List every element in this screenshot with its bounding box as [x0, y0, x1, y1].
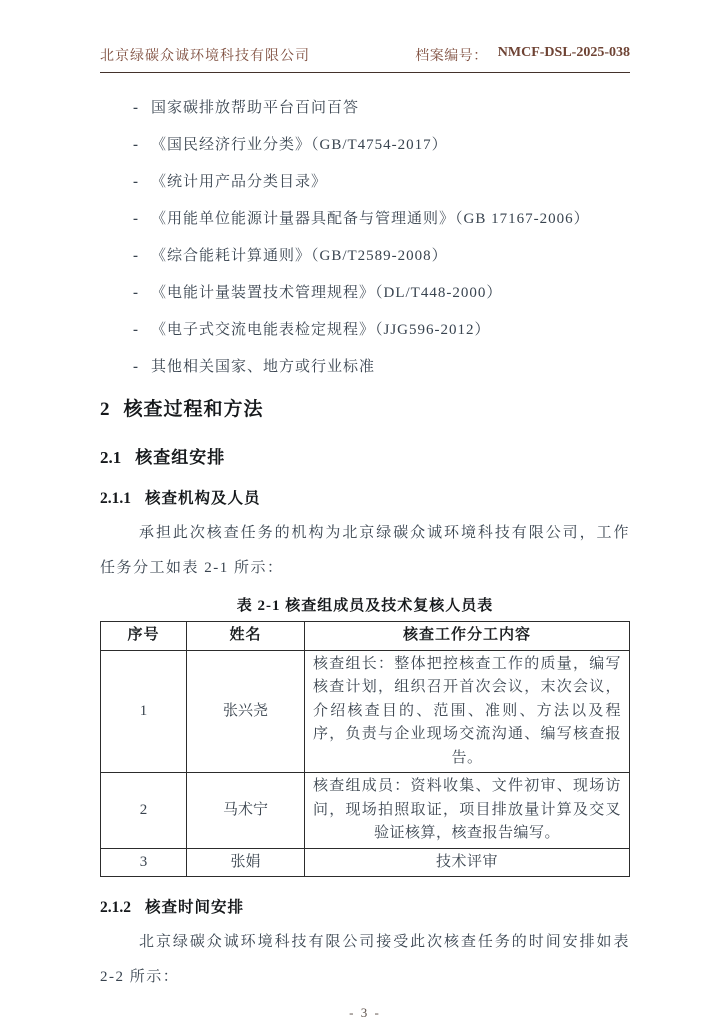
paragraph-verification-org: 承担此次核查任务的机构为北京绿碳众诚环境科技有限公司，工作任务分工如表 2-1 所示：: [100, 525, 630, 576]
section-number: 2.1.1: [100, 490, 131, 507]
table-row: [101, 848, 630, 877]
reference-list: [100, 97, 630, 378]
archive-number: NMCF-DSL-2025-038: [497, 45, 630, 60]
cell-no: 3: [101, 848, 187, 877]
list-item-text: 《用能单位能源计量器具配备与管理通则》（GB 17167-2006）: [151, 211, 590, 227]
list-item-text: 《电能计量装置技术管理规程》（DL/T448-2000）: [151, 285, 503, 301]
list-item: [100, 319, 630, 341]
dash-bullet: -: [133, 359, 139, 375]
section-heading-2-1: [100, 443, 630, 468]
list-item-text: 国家碳排放帮助平台百问百答: [151, 100, 360, 116]
company-name: 北京绿碳众诚环境科技有限公司: [100, 49, 310, 64]
cell-duty: 核查组长：整体把控核查工作的质量，编写核查计划，组织召开首次会议，末次会议，介绍核查目的、范围、准则、方法以及程序，负责与企业现场交流沟通、编写核查报告。: [305, 650, 630, 773]
table-header-row: [101, 622, 630, 651]
paragraph-time-arrangement: 北京绿碳众诚环境科技有限公司接受此次核查任务的时间安排如表 2-2 所示：: [100, 934, 630, 985]
dash-bullet: -: [133, 285, 139, 301]
table-caption: 表 2-1 核查组成员及技术复核人员表: [236, 598, 494, 614]
dash-bullet: -: [133, 248, 139, 264]
table-row: [101, 773, 630, 849]
table-row: [101, 650, 630, 773]
list-item: [100, 245, 630, 267]
section-title: 核查机构及人员: [145, 490, 261, 507]
archive-label: 档案编号：: [415, 49, 488, 64]
list-item: [100, 97, 630, 119]
verification-team-table: [100, 621, 630, 877]
section-number: 2.1.2: [100, 899, 131, 916]
column-header-name: 姓名: [187, 622, 305, 651]
list-item: [100, 282, 630, 304]
dash-bullet: -: [133, 322, 139, 338]
dash-bullet: -: [133, 174, 139, 190]
section-number: 2: [100, 399, 110, 420]
list-item-text: 《综合能耗计算通则》（GB/T2589-2008）: [151, 248, 448, 264]
list-item: [100, 208, 630, 230]
dash-bullet: -: [133, 137, 139, 153]
section-title: 核查过程和方法: [123, 399, 264, 420]
page-number: - 3 -: [349, 1005, 381, 1020]
list-item-text: 其他相关国家、地方或行业标准: [151, 359, 376, 375]
section-heading-2: [100, 394, 630, 421]
cell-duty: 核查组成员：资料收集、文件初审、现场访问，现场拍照取证，项目排放量计算及交叉验证核算，核查报告编写。: [305, 773, 630, 849]
cell-name: 张娟: [187, 848, 305, 877]
page-header: [100, 45, 630, 73]
list-item-text: 《国民经济行业分类》（GB/T4754-2017）: [151, 137, 448, 153]
section-heading-2-1-2: [100, 895, 630, 917]
column-header-duty: 核查工作分工内容: [305, 622, 630, 651]
cell-no: 1: [101, 650, 187, 773]
list-item-text: 《统计用产品分类目录》: [151, 174, 328, 190]
cell-name: 张兴尧: [187, 650, 305, 773]
section-heading-2-1-1: [100, 486, 630, 508]
list-item: [100, 134, 630, 156]
cell-name: 马术宁: [187, 773, 305, 849]
list-item-text: 《电子式交流电能表检定规程》（JJG596-2012）: [151, 322, 491, 338]
cell-duty: 技术评审: [305, 848, 630, 877]
section-title: 核查组安排: [135, 448, 226, 467]
archive-number-group: [415, 45, 630, 65]
section-title: 核查时间安排: [145, 899, 245, 916]
dash-bullet: -: [133, 100, 139, 116]
column-header-no: 序号: [101, 622, 187, 651]
list-item: [100, 171, 630, 193]
cell-no: 2: [101, 773, 187, 849]
section-number: 2.1: [100, 448, 122, 467]
dash-bullet: -: [133, 211, 139, 227]
list-item: [100, 356, 630, 378]
